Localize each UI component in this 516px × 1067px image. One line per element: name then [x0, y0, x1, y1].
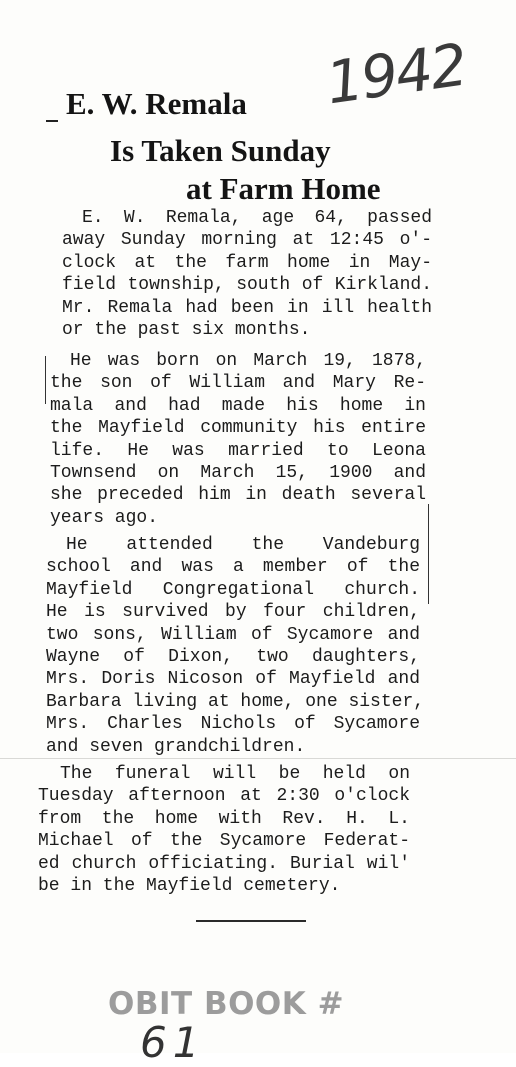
scan-fold-line	[0, 758, 516, 759]
margin-mark	[45, 356, 46, 404]
text-line: Tuesday afternoon at 2:30 o'clock	[38, 786, 410, 807]
headline-line-3: at Farm Home	[186, 171, 381, 206]
text-line: school and was a member of the	[46, 557, 420, 578]
text-line: Michael of the Sycamore Federat-	[38, 831, 410, 852]
paragraph-biography	[50, 350, 426, 529]
headline-line-2: Is Taken Sunday	[110, 133, 331, 168]
text-line: away Sunday morning at 12:45 o'-	[62, 230, 432, 251]
text-line: ed church officiating. Burial wil'	[38, 853, 410, 874]
paragraph-death-notice	[62, 207, 432, 341]
text-line: the Mayfield community his entire	[50, 418, 426, 439]
text-line: Mrs. Charles Nichols of Sycamore	[46, 714, 420, 735]
text-line: two sons, William of Sycamore and	[46, 624, 420, 645]
text-line: Mayfield Congregational church.	[46, 579, 420, 600]
handwritten-book-number: 61	[140, 1018, 206, 1067]
text-line: Wayne of Dixon, two daughters,	[46, 647, 420, 668]
text-line: life. He was married to Leona	[50, 440, 426, 461]
text-line: field township, south of Kirkland.	[62, 275, 432, 296]
text-line: mala and had made his home in	[50, 395, 426, 416]
text-line: Mr. Remala had been in ill health	[62, 297, 432, 318]
headline-line-1: E. W. Remala	[66, 86, 247, 121]
paragraph-funeral	[38, 763, 410, 897]
text-line: He attended the Vandeburg	[66, 535, 420, 555]
text-line: the son of William and Mary Re-	[50, 373, 426, 394]
text-line: clock at the farm home in May-	[62, 252, 432, 273]
text-line: Townsend on March 15, 1900 and	[50, 463, 426, 484]
handwritten-year: 1942	[322, 30, 470, 118]
text-line: Mrs. Doris Nicoson of Mayfield and	[46, 669, 420, 690]
text-line: or the past six months.	[62, 320, 311, 341]
text-line: she preceded him in death several	[50, 485, 426, 506]
text-line: E. W. Remala, age 64, passed	[82, 208, 432, 228]
headline-dash	[46, 120, 58, 122]
text-line: years ago.	[50, 507, 159, 528]
text-line: He is survived by four children,	[46, 602, 420, 623]
obit-book-stamp: OBIT BOOK #	[108, 986, 345, 1022]
article-end-rule	[196, 920, 306, 922]
text-line: from the home with Rev. H. L.	[38, 808, 410, 829]
text-line: The funeral will be held on	[60, 764, 410, 784]
text-line: He was born on March 19, 1878,	[70, 351, 426, 371]
text-line: Barbara living at home, one sister,	[46, 691, 425, 712]
text-line: and seven grandchildren.	[46, 736, 306, 757]
margin-mark	[428, 504, 429, 604]
paragraph-survivors	[46, 534, 425, 758]
text-line: be in the Mayfield cemetery.	[38, 876, 341, 897]
